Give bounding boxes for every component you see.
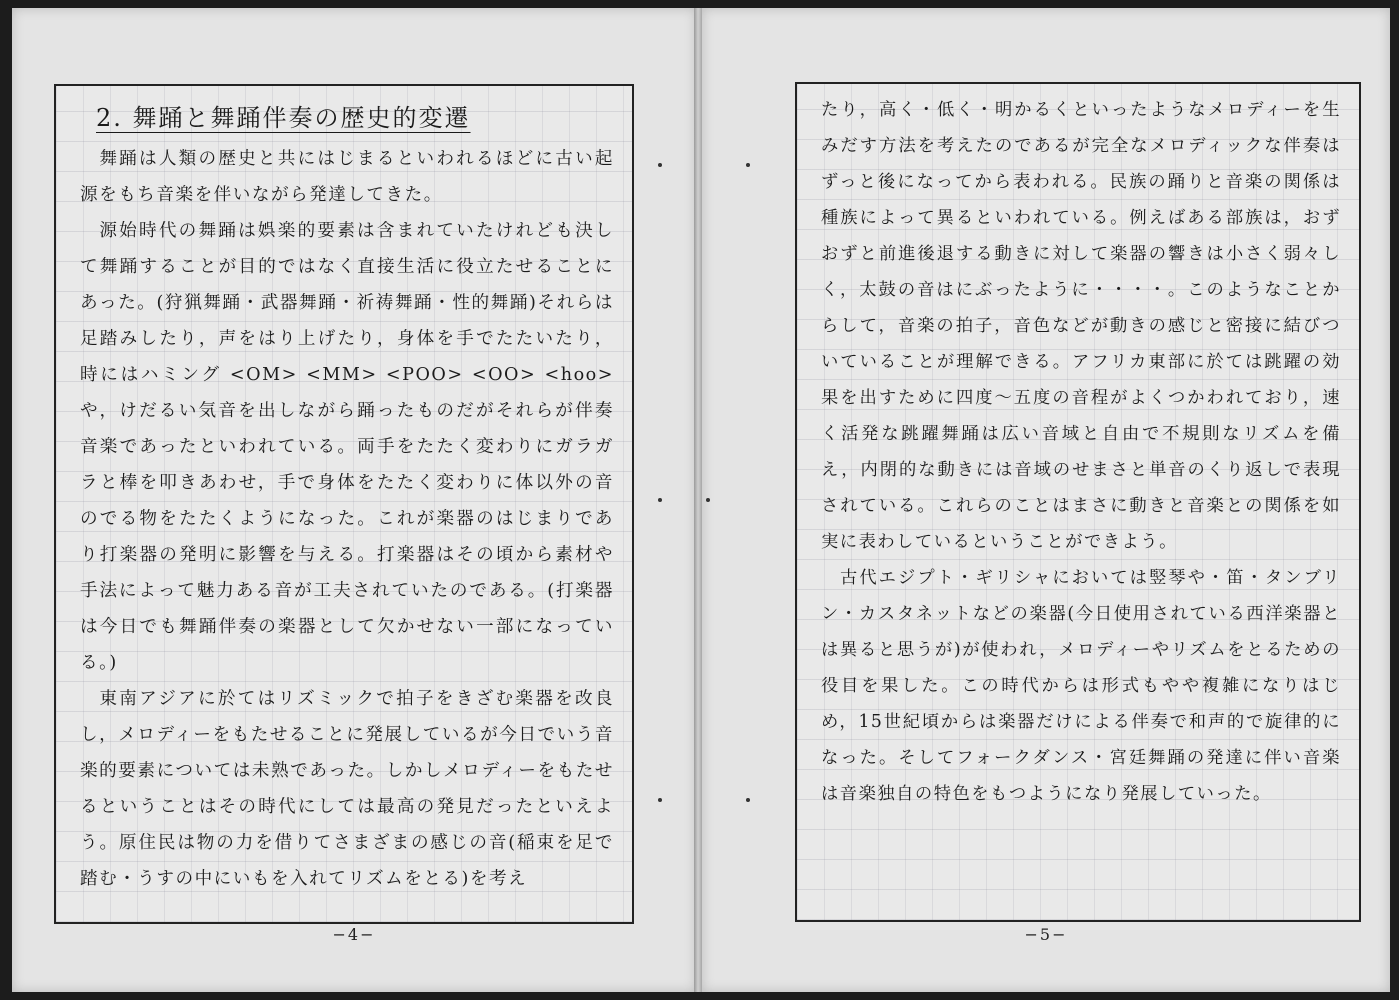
paragraph: 古代エジプト・ギリシャにおいては竪琴や・笛・タンブリン・カスタネットなどの楽器(今日使用されている西洋楽器とは異ると思うが)が使われ，メロディーやリズムをとるための役目を果した。この時代からは形式もやや複雑になりはじめ，15世紀頃からは楽器だけによる伴奏で和声的で旋律的になった。そしてフォークダンス・宮廷舞踊の発達に伴い音楽は音楽独自の特色をもつようになり発展していった。: [821, 568, 1341, 804]
paragraph: 源始時代の舞踊は娯楽的要素は含まれていたけれども決して舞踊することが目的ではなく直接生活に役立たせることにあった。(狩猟舞踊・武器舞踊・祈祷舞踊・性的舞踊)それらは足踏みしたり，声をはり上げたり，身体を手でたたいたり，時にはハミング <OM> <MM> <POO> <OO> <hoo> や，けだるい気音を出しながら踊ったものだがそれらが伴奏音楽であったといわれている。両手をたたく変わりにガラガラと棒を叩きあわせ，手で身体をたたく変わりに体以外の音のでる物をたたくようになった。これが楽器のはじまりであり打楽器の発明に影響を与える。打楽器はその頃から素材や手法によって魅力ある音が工夫されていたのである。(打楽器は今日でも舞踊伴奏の楽器として欠かせない一部になっている。): [80, 221, 614, 673]
right-text-frame: [795, 82, 1361, 922]
right-body-text: [797, 84, 1359, 812]
page-number: −4−: [332, 925, 376, 944]
binding-hole: [658, 798, 662, 802]
paragraph: 東南アジアに於てはリズミックで拍子をきざむ楽器を改良し，メロディーをもたせることに発展しているが今日でいう音楽的要素については未熟であった。しかしメロディーをもたせるということはその時代にしては最高の発見だったといえよう。原住民は物の力を借りてさまざまの感じの音(稲束を足で踏む・うすの中にいもを入れてリズムをとる)を考え: [80, 689, 614, 889]
left-body-text: [56, 141, 632, 897]
page-number: −5−: [1024, 925, 1068, 944]
paragraph: たり，高く・低く・明かるくといったようなメロディーを生みだす方法を考えたのであるが完全なメロディックな伴奏はずっと後になってから表われる。民族の踊りと音楽の関係は種族によって異るといわれている。例えばある部族は，おずおずと前進後退する動きに対して楽器の響きは小さく弱々しく，太鼓の音はにぶったように・・・・。このようなことからして，音楽の拍子，音色などが動きの感じと密接に結びついていることが理解できる。アフリカ東部に於ては跳躍の効果を出すために四度〜五度の音程がよくつかわれており，速く活発な跳躍舞踊は広い音域と自由で不規則なリズムを備え，内閉的な動きには音域のせまさと単音のくり返しで表現されている。これらのことはまさに動きと音楽との関係を如実に表わしているということができよう。: [821, 100, 1341, 552]
binding-hole: [746, 163, 750, 167]
left-page: [12, 8, 696, 992]
right-page: [702, 8, 1390, 992]
section-heading: 2. 舞踊と舞踊伴奏の歴史的変遷: [96, 104, 471, 132]
binding-hole: [746, 798, 750, 802]
binding-hole: [658, 498, 662, 502]
left-text-frame: [54, 84, 634, 924]
binding-hole: [706, 498, 710, 502]
paragraph: 舞踊は人類の歴史と共にはじまるといわれるほどに古い起源をもち音楽を伴いながら発達してきた。: [80, 149, 614, 205]
binding-hole: [658, 163, 662, 167]
